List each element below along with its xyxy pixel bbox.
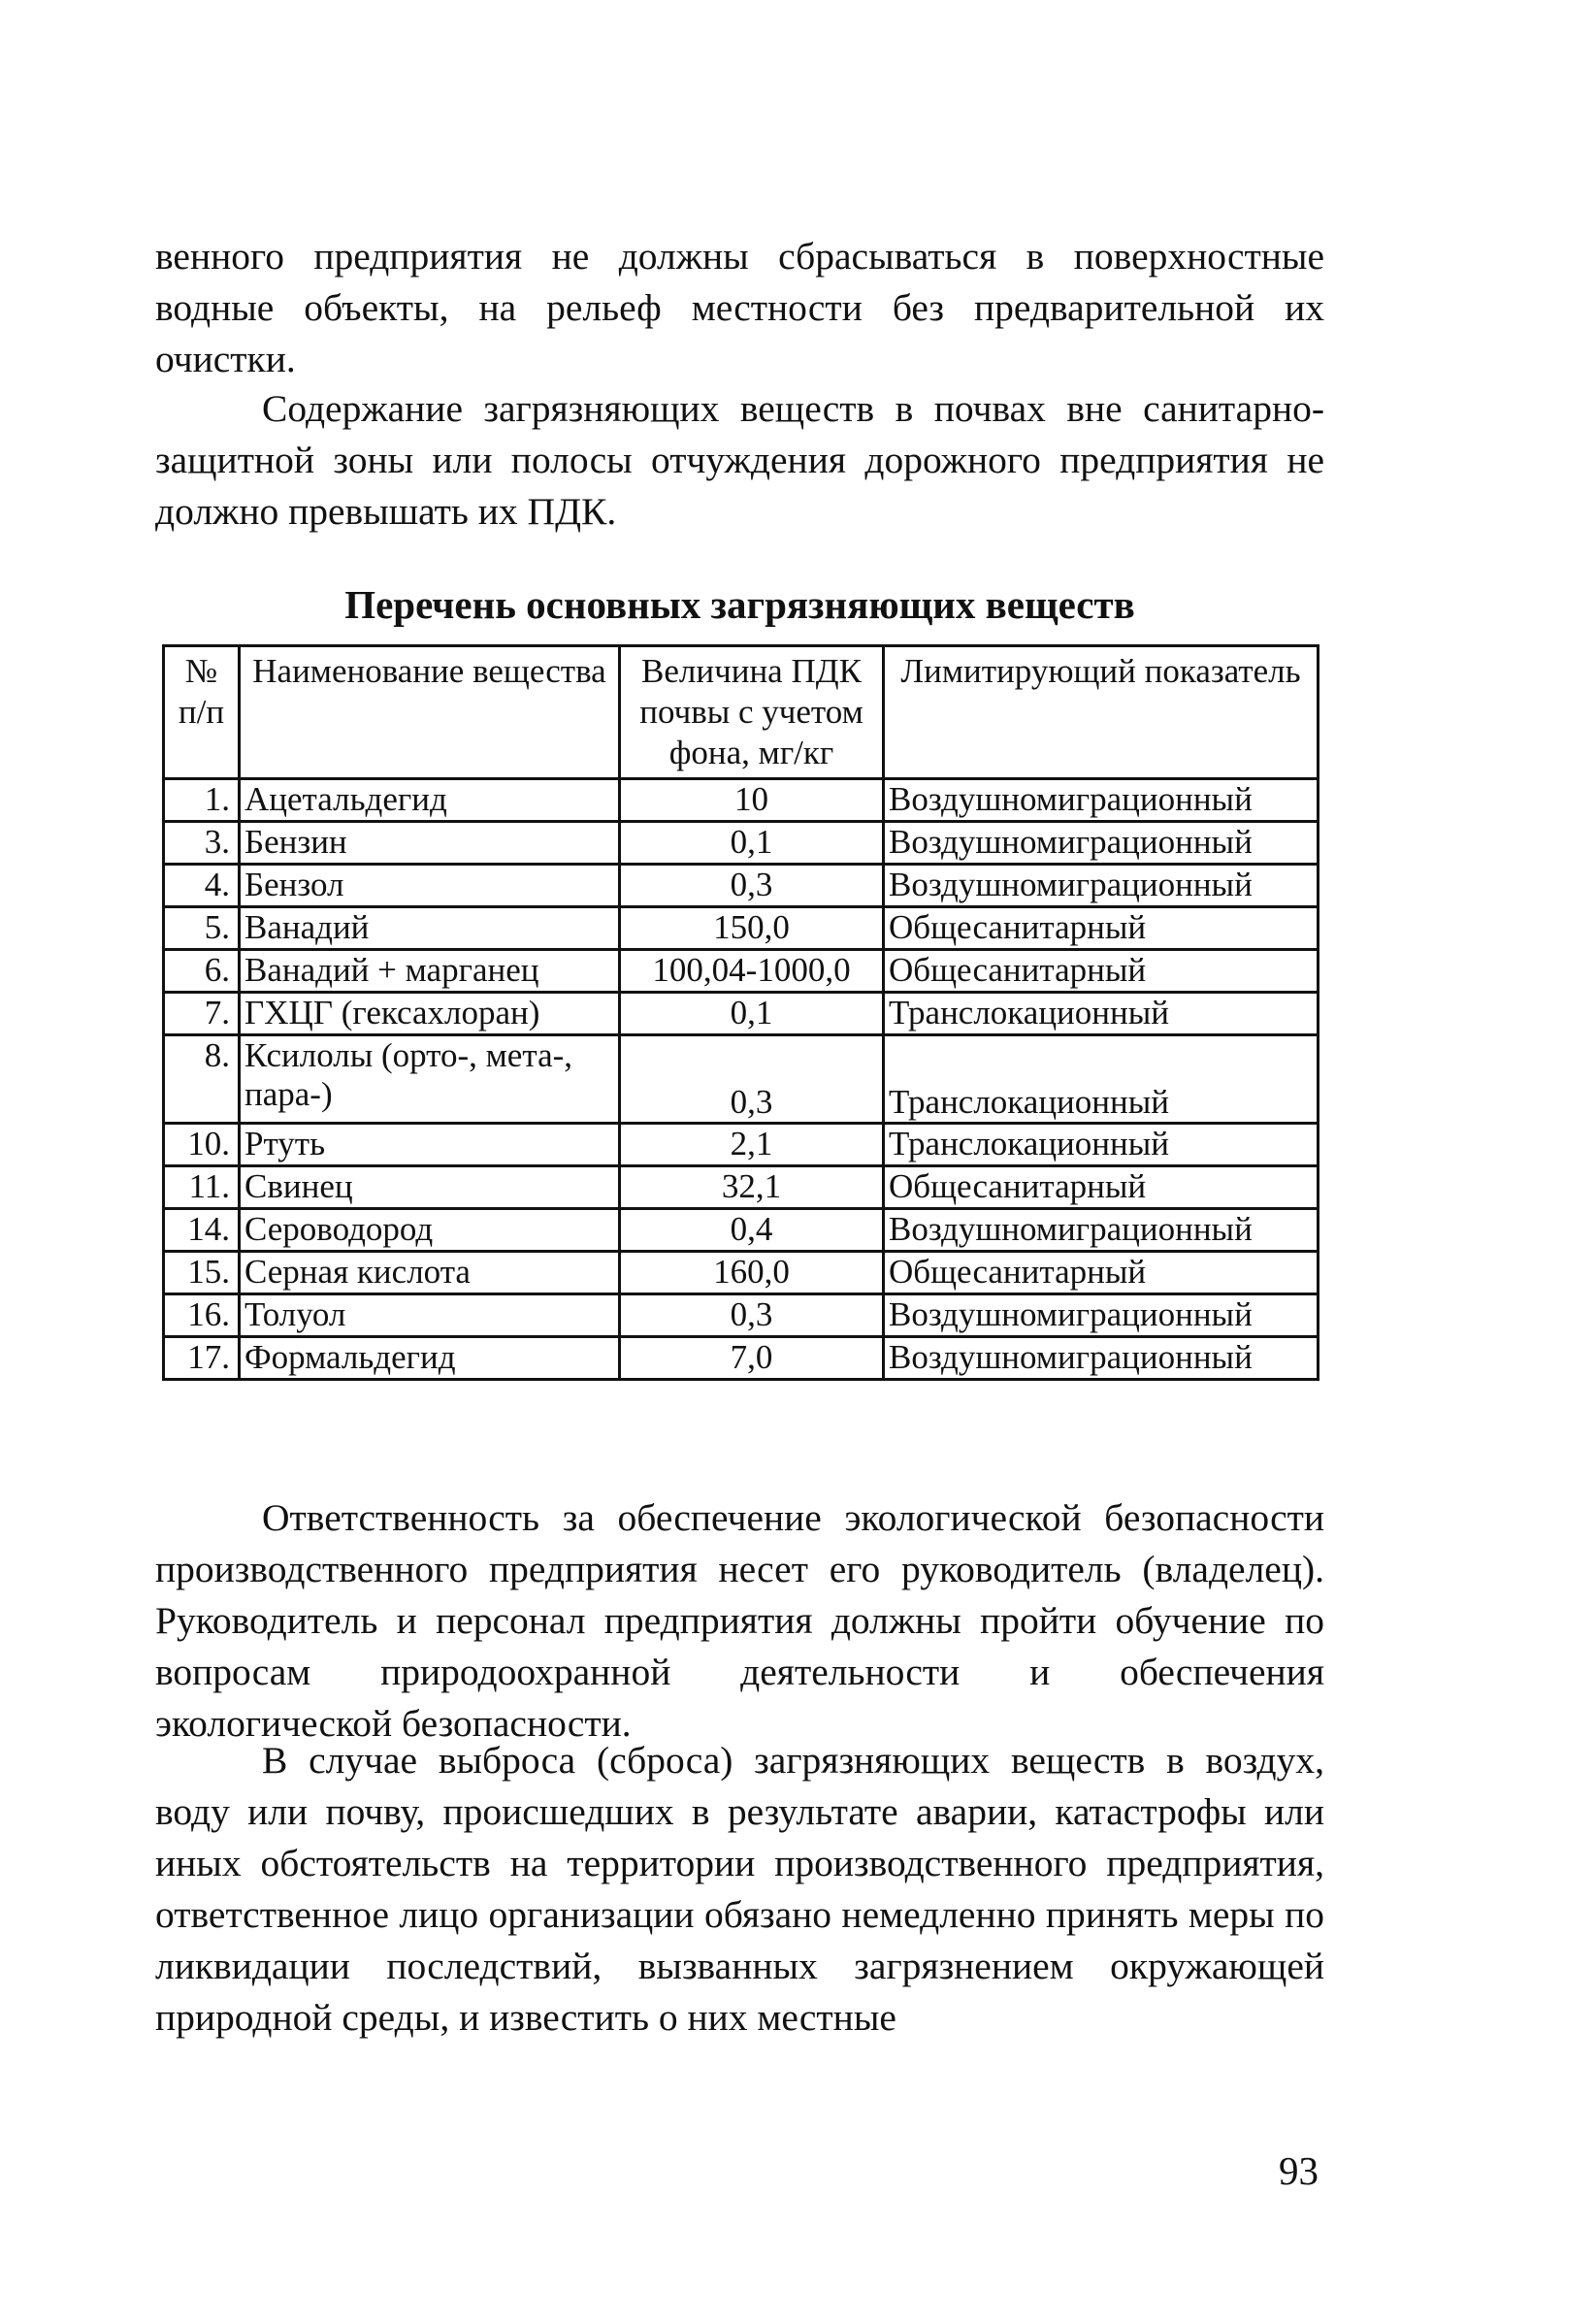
table-row <box>164 779 1319 822</box>
cell-name: Серная кислота <box>240 1252 620 1294</box>
table-row <box>164 907 1319 950</box>
cell-pdk: 150,0 <box>620 907 884 950</box>
cell-indicator: Общесанитарный <box>884 950 1319 993</box>
cell-name: Формальдегид <box>240 1337 620 1380</box>
table-row <box>164 1124 1319 1166</box>
paragraph-continuation: венного предприятия не должны сбрасываться в поверхностные водные объекты, на рельеф местности без предварительной их очистки. <box>155 235 1324 380</box>
cell-pdk: 0,4 <box>620 1209 884 1252</box>
cell-num: 4. <box>164 865 240 907</box>
cell-num: 3. <box>164 822 240 865</box>
cell-num: 16. <box>164 1294 240 1337</box>
cell-pdk: 100,04-1000,0 <box>620 950 884 993</box>
cell-name: Бензол <box>240 865 620 907</box>
paragraph-soil-pollutants-text: Содержание загрязняющих веществ в почвах вне санитарно-защитной зоны или полосы отчуждения дорожного предприятия не должно превышать их ПДК. <box>155 387 1324 533</box>
cell-pdk: 160,0 <box>620 1252 884 1294</box>
table-row <box>164 993 1319 1035</box>
cell-indicator: Транслокационный <box>884 1124 1319 1166</box>
cell-num: 8. <box>164 1035 240 1124</box>
cell-name: Ацетальдегид <box>240 779 620 822</box>
paragraph-responsibility <box>155 1492 1324 1750</box>
cell-name: Бензин <box>240 822 620 865</box>
cell-indicator: Транслокационный <box>884 1035 1319 1124</box>
table-row <box>164 1166 1319 1209</box>
cell-indicator: Общесанитарный <box>884 1166 1319 1209</box>
cell-num: 7. <box>164 993 240 1035</box>
cell-num: 14. <box>164 1209 240 1252</box>
header-indicator: Лимитирующий показатель <box>884 646 1319 779</box>
cell-name: Ванадий <box>240 907 620 950</box>
header-num: № п/п <box>164 646 240 779</box>
header-name: Наименование вещества <box>240 646 620 779</box>
table-row <box>164 822 1319 865</box>
cell-pdk: 0,3 <box>620 1294 884 1337</box>
cell-num: 5. <box>164 907 240 950</box>
cell-pdk: 0,1 <box>620 822 884 865</box>
cell-num: 15. <box>164 1252 240 1294</box>
cell-name: Свинец <box>240 1166 620 1209</box>
cell-pdk: 7,0 <box>620 1337 884 1380</box>
table-header-row <box>164 646 1319 779</box>
cell-name: Ванадий + марганец <box>240 950 620 993</box>
cell-pdk: 2,1 <box>620 1124 884 1166</box>
cell-name: Сероводород <box>240 1209 620 1252</box>
cell-name: ГХЦГ (гексахлоран) <box>240 993 620 1035</box>
cell-name: Толуол <box>240 1294 620 1337</box>
table-row <box>164 950 1319 993</box>
cell-indicator: Воздушномиграционный <box>884 822 1319 865</box>
table-row <box>164 1337 1319 1380</box>
table-row <box>164 1035 1319 1124</box>
cell-num: 17. <box>164 1337 240 1380</box>
cell-indicator: Воздушномиграционный <box>884 779 1319 822</box>
header-pdk: Величина ПДК почвы с учетом фона, мг/кг <box>620 646 884 779</box>
paragraph-emergency <box>155 1735 1324 2044</box>
cell-num: 11. <box>164 1166 240 1209</box>
cell-indicator: Транслокационный <box>884 993 1319 1035</box>
cell-pdk: 32,1 <box>620 1166 884 1209</box>
paragraph-responsibility-text: Ответственность за обеспечение экологической безопасности производственного предприятия несет его руководитель (владелец). Руководитель и персонал предприятия должны пройти обучение по вопросам природоохранной деятельности и обеспечения экологической безопасности. <box>155 1496 1324 1745</box>
cell-num: 1. <box>164 779 240 822</box>
cell-indicator: Воздушномиграционный <box>884 1209 1319 1252</box>
cell-num: 10. <box>164 1124 240 1166</box>
table-title: Перечень основных загрязняющих веществ <box>344 582 1135 627</box>
paragraph-emergency-text: В случае выброса (сброса) загрязняющих веществ в воздух, воду или почву, происшедших в результате аварии, катастрофы или иных обстоятельств на территории производственного предприятия, ответственное лицо организации обязано немедленно принять меры по ликвидации последствий, вызванных загрязнением окружающей природной среды, и известить о них местные <box>155 1739 1324 2039</box>
page-number: 93 <box>1279 2148 1319 2193</box>
cell-indicator: Воздушномиграционный <box>884 865 1319 907</box>
cell-pdk: 0,3 <box>620 865 884 907</box>
table-row <box>164 865 1319 907</box>
cell-pdk: 10 <box>620 779 884 822</box>
table-row <box>164 1294 1319 1337</box>
cell-indicator: Воздушномиграционный <box>884 1294 1319 1337</box>
table-row <box>164 1252 1319 1294</box>
cell-indicator: Общесанитарный <box>884 1252 1319 1294</box>
table-row <box>164 1209 1319 1252</box>
cell-num: 6. <box>164 950 240 993</box>
paragraph-soil-pollutants <box>155 383 1324 538</box>
pollutants-table <box>162 644 1319 1381</box>
cell-name: Ртуть <box>240 1124 620 1166</box>
cell-indicator: Общесанитарный <box>884 907 1319 950</box>
cell-pdk: 0,1 <box>620 993 884 1035</box>
cell-name: Ксилолы (орто-, мета-, пара-) <box>240 1035 620 1124</box>
cell-indicator: Воздушномиграционный <box>884 1337 1319 1380</box>
cell-pdk: 0,3 <box>620 1035 884 1124</box>
